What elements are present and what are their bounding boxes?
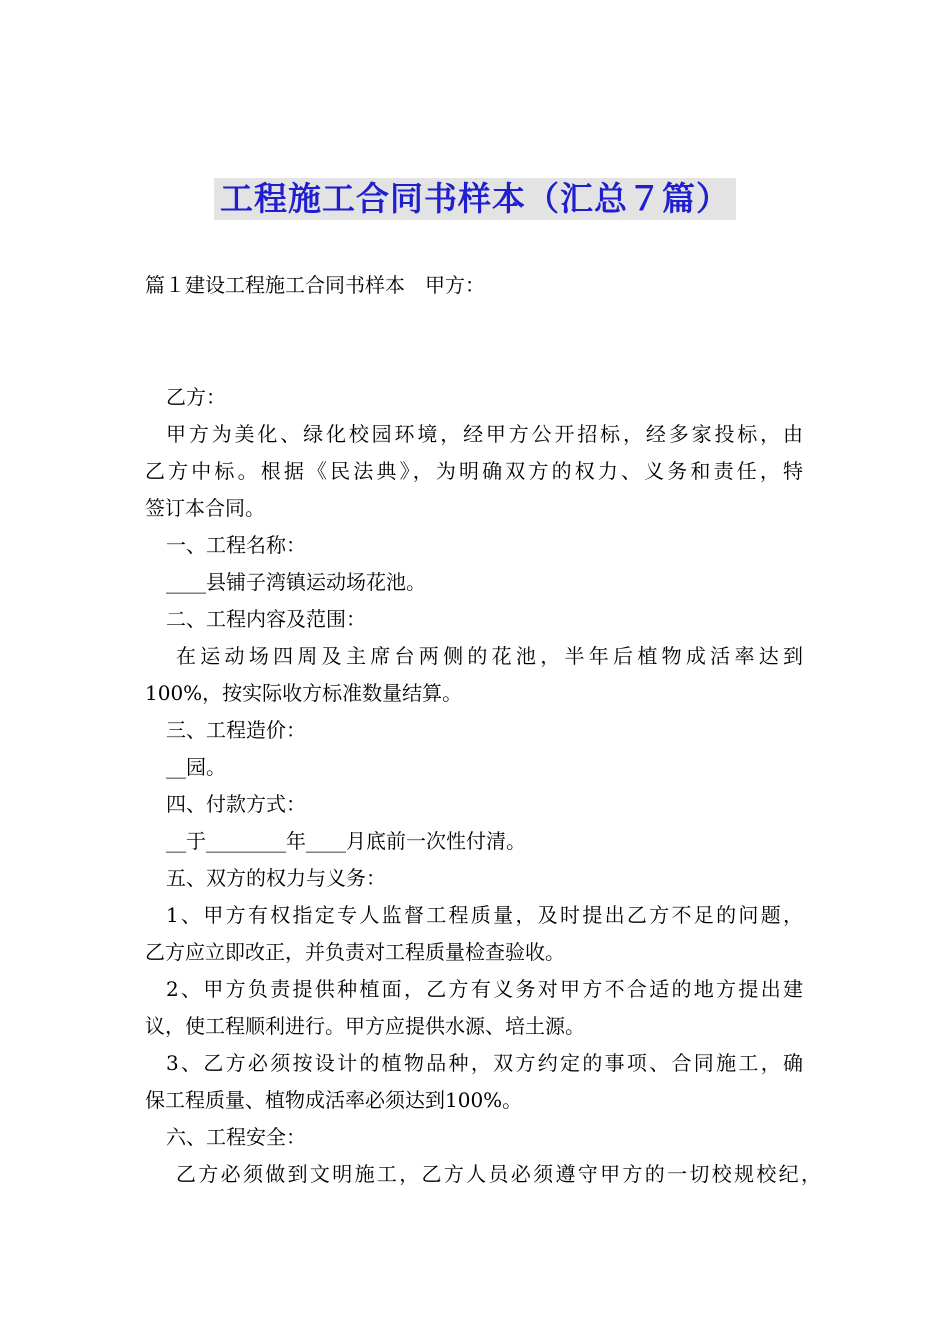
- clause-text: 2、甲方负责提供种植面，乙方有义务对甲方不合适的地方提出建: [166, 977, 803, 1001]
- clause-heading: 五、双方的权力与义务：: [166, 866, 386, 890]
- paragraph-line: 甲方为美化、绿化校园环境，经甲方公开招标，经多家投标，由: [166, 422, 803, 446]
- paragraph-line: 签订本合同。: [145, 496, 265, 520]
- section-heading-part1: 篇１建设工程施工合同书样本 甲方：: [145, 273, 485, 297]
- clause-heading: 一、工程名称：: [166, 533, 306, 557]
- clause-text: 3、乙方必须按设计的植物品种，双方约定的事项、合同施工，确: [166, 1051, 803, 1075]
- paragraph-line: 乙方中标。根据《民法典》，为明确双方的权力、义务和责任，特: [145, 459, 803, 483]
- clause-heading: 四、付款方式：: [166, 792, 306, 816]
- clause-text: 1、甲方有权指定专人监督工程质量，及时提出乙方不足的问题，: [166, 903, 803, 927]
- clause-text: __于________年____月底前一次性付清。: [166, 829, 526, 853]
- clause-text: 乙方应立即改正，并负责对工程质量检查验收。: [145, 940, 565, 964]
- document-title: 工程施工合同书样本（汇总７篇）: [214, 178, 736, 220]
- clause-text: 乙方必须做到文明施工，乙方人员必须遵守甲方的一切校规校纪，: [176, 1162, 821, 1186]
- clause-text: 在运动场四周及主席台两侧的花池，半年后植物成活率达到: [176, 644, 803, 668]
- clause-text: ____县铺子湾镇运动场花池。: [166, 570, 426, 594]
- clause-heading: 三、工程造价：: [166, 718, 306, 742]
- clause-text: __园。: [166, 755, 226, 779]
- clause-heading: 六、工程安全：: [166, 1125, 306, 1149]
- party-b-label: 乙方：: [166, 385, 226, 409]
- title-container: [0, 178, 950, 220]
- clause-text: 保工程质量、植物成活率必须达到100%。: [145, 1088, 523, 1112]
- clause-text: 100%，按实际收方标准数量结算。: [145, 681, 463, 705]
- clause-heading: 二、工程内容及范围：: [166, 607, 366, 631]
- clause-text: 议，使工程顺利进行。甲方应提供水源、培土源。: [145, 1014, 585, 1038]
